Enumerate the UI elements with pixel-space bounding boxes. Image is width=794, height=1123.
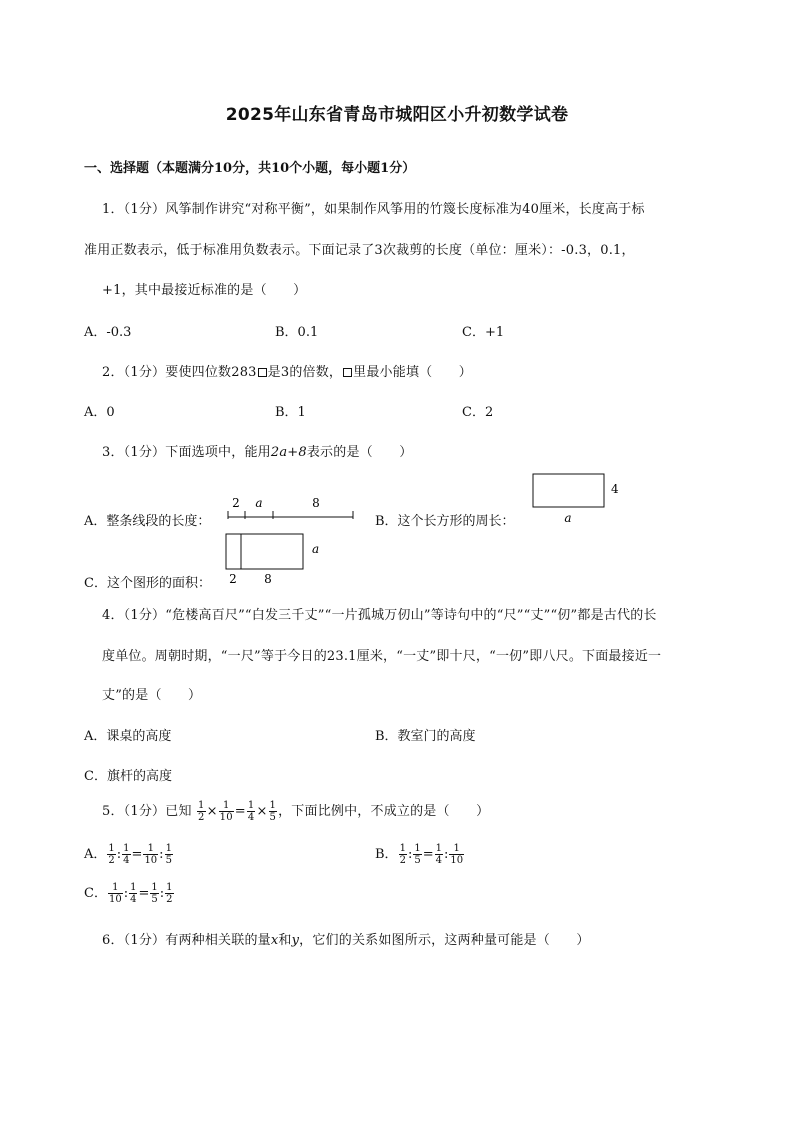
area-diagram <box>223 531 328 587</box>
section-heading: 一、选择题（本题满分10分，共10个小题，每小题1分） <box>84 161 416 176</box>
fraction: $\frac{1}{2}$ <box>166 882 173 905</box>
question-1-line-2: 准用正数表示，低于标准用负数表示。下面记录了3次裁剪的长度（单位：厘米）：-0.3，0.1， <box>84 243 635 258</box>
fraction: $\frac{1}{4}$ <box>247 800 255 823</box>
fraction: $\frac{1}{2}$ <box>198 800 205 823</box>
segment-diagram <box>225 493 357 523</box>
question-3-stem <box>102 441 412 460</box>
question-4-line-2: 度单位。周朝时期，“一尺”等于今日的23.1厘米，“一丈”即十尺，“一仞”即八尺。下面最接近一 <box>102 649 662 664</box>
fraction: $\frac{1}{5}$ <box>165 843 172 866</box>
fraction: $\frac{1}{10}$ <box>108 882 122 905</box>
area-bottom-label-8: 8 <box>264 572 272 586</box>
question-5-option-b[interactable]: B． $\frac{1}{2}$ : $\frac{1}{5}$ = $\frac{1}{4}$ : $\frac{1}{10}$ <box>375 843 464 866</box>
question-3-option-a[interactable]: A．整条线段的长度： <box>84 514 211 529</box>
question-3-option-b[interactable]: B．这个长方形的周长： <box>375 514 515 529</box>
fraction: $\frac{1}{4}$ <box>130 882 137 905</box>
question-4-option-c[interactable]: C．旗杆的高度 <box>84 769 172 784</box>
question-1-line-3: +1，其中最接近标准的是（ ） <box>102 283 307 298</box>
fraction: $\frac{1}{2}$ <box>399 843 406 866</box>
question-6-stem-part2: 和 <box>278 933 292 948</box>
option-label: B． <box>375 847 398 862</box>
page-title: 2025年山东省青岛市城阳区小升初数学试卷 <box>225 105 569 125</box>
area-bottom-label-2: 2 <box>229 572 237 586</box>
fraction: $\frac{1}{4}$ <box>123 843 130 866</box>
option-label: C． <box>84 886 107 901</box>
question-5-option-a[interactable]: A． $\frac{1}{2}$ : $\frac{1}{4}$ = $\frac{1}{10}$ : $\frac{1}{5}$ <box>84 843 172 866</box>
rectangle-side-label: 4 <box>611 482 619 496</box>
question-2-stem-part2: 是3的倍数， <box>267 365 343 380</box>
question-2-option-b[interactable]: B．1 <box>275 405 306 420</box>
question-2-stem-part1: 2．（1分）要使四位数283 <box>102 365 257 380</box>
question-6-stem-part1: 6．（1分）有两种相关联的量 <box>102 933 271 948</box>
question-6-stem <box>102 929 590 948</box>
rectangle-bottom-label: a <box>564 511 572 525</box>
question-5-stem-part1: 5．（1分）已知 <box>102 804 192 819</box>
variable-y: y <box>291 933 300 948</box>
segment-label-2: 2 <box>232 496 240 510</box>
question-4-option-a[interactable]: A．课桌的高度 <box>84 729 172 744</box>
variable-x: x <box>270 933 279 948</box>
blank-box-icon <box>343 368 352 377</box>
fraction: $\frac{1}{10}$ <box>219 800 233 823</box>
question-3-expression: 2a+8 <box>270 445 307 460</box>
option-label: A． <box>84 847 107 862</box>
blank-box-icon <box>258 368 267 377</box>
fraction: $\frac{1}{4}$ <box>435 843 442 866</box>
question-1-line-1: 1．（1分）风筝制作讲究“对称平衡”，如果制作风筝用的竹篾长度标准为40厘米，长度高于标 <box>102 202 645 217</box>
question-3-stem-part1: 3．（1分）下面选项中，能用 <box>102 445 271 460</box>
fraction: $\frac{1}{10}$ <box>450 843 464 866</box>
question-5-stem-part2: ，下面比例中，不成立的是（ ） <box>278 804 490 819</box>
question-2-stem <box>102 361 472 380</box>
question-5-option-c[interactable]: C． $\frac{1}{10}$ : $\frac{1}{4}$ = $\frac{1}{5}$ : $\frac{1}{2}$ <box>84 882 173 905</box>
segment-label-8: 8 <box>312 496 320 510</box>
question-2-stem-part3: 里最小能填（ ） <box>353 365 472 380</box>
fraction: $\frac{1}{5}$ <box>414 843 421 866</box>
fraction: $\frac{1}{5}$ <box>151 882 158 905</box>
question-2-option-a[interactable]: A．0 <box>84 405 115 420</box>
fraction: $\frac{1}{5}$ <box>269 800 277 823</box>
question-4-option-b[interactable]: B．教室门的高度 <box>375 729 476 744</box>
question-4-line-1: 4．（1分）“危楼高百尺”“白发三千丈”“一片孤城万仞山”等诗句中的“尺”“丈”“仞”都是古代的长 <box>102 608 657 623</box>
question-6-stem-part3: ，它们的关系如图所示，这两种量可能是（ ） <box>299 933 590 948</box>
question-2-option-c[interactable]: C．2 <box>462 405 494 420</box>
question-5-stem: 5．（1分）已知 $\frac{1}{2}$ × $\frac{1}{10}$ = $\frac{1}{4}$ × $\frac{1}{5}$ ，下面比例中，不成立的是（ ） <box>102 800 490 823</box>
question-1-option-c[interactable]: C．+1 <box>462 325 505 340</box>
question-3-stem-part2: 表示的是（ ） <box>306 445 413 460</box>
question-4-line-3: 丈”的是（ ） <box>102 688 202 703</box>
area-side-label: a <box>312 542 320 556</box>
segment-label-a: a <box>255 496 263 510</box>
question-1-option-b[interactable]: B．0.1 <box>275 325 319 340</box>
question-1-option-a[interactable]: A．-0.3 <box>84 325 132 340</box>
question-3-option-c[interactable]: C．这个图形的面积： <box>84 576 211 591</box>
fraction: $\frac{1}{10}$ <box>144 843 158 866</box>
fraction: $\frac{1}{2}$ <box>108 843 115 866</box>
rectangle-diagram <box>530 471 625 526</box>
